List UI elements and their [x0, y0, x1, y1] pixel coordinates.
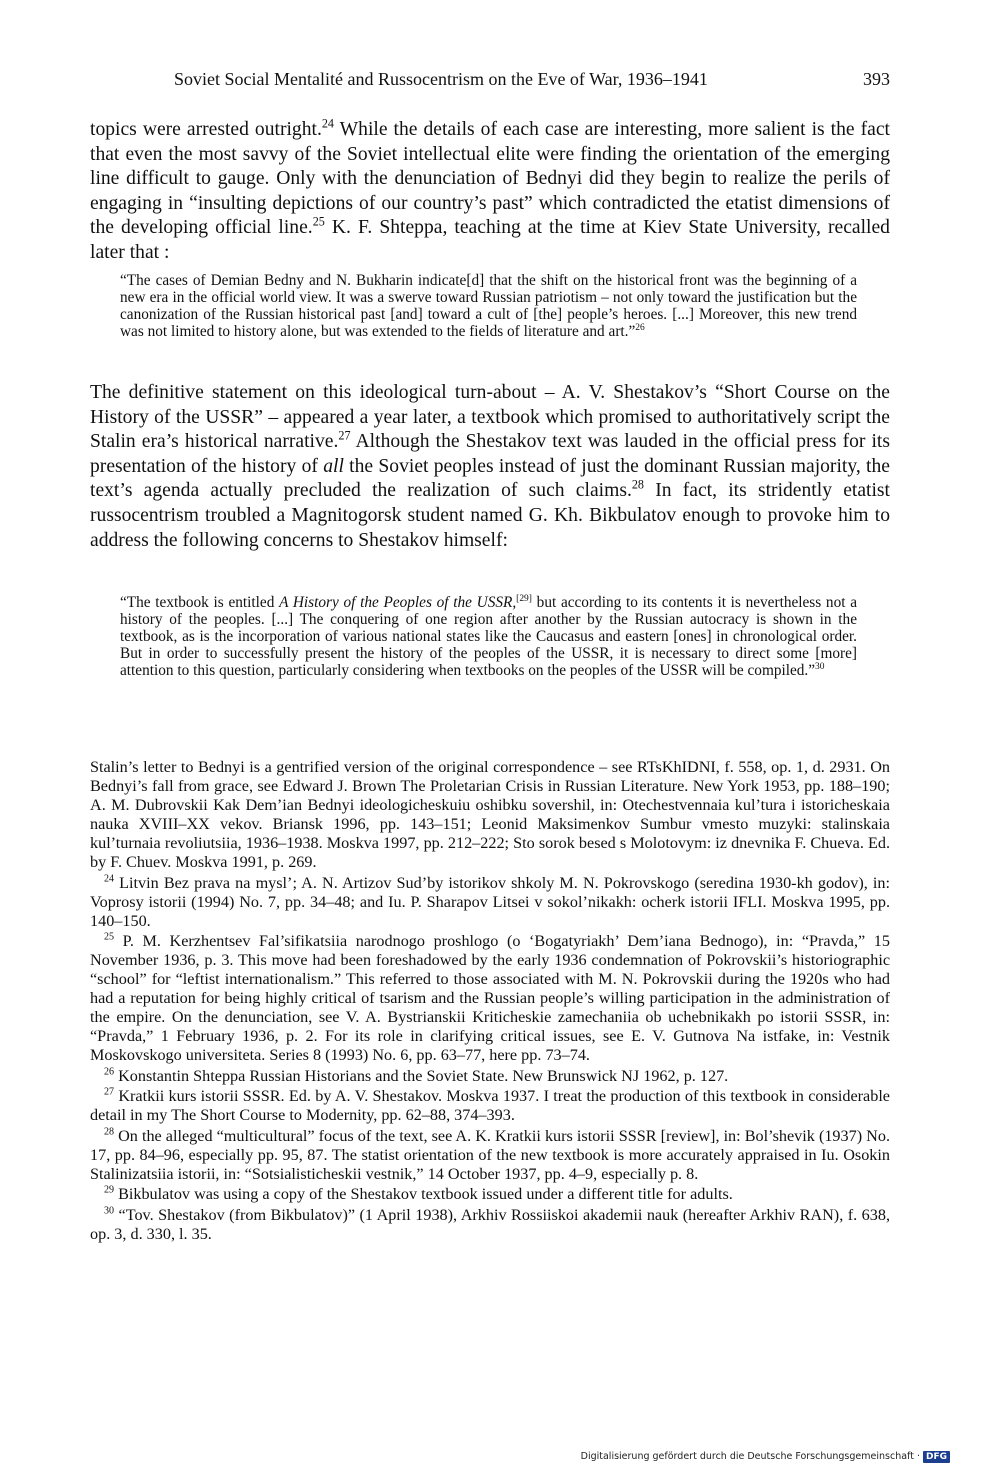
- footnote-number: 24: [104, 873, 115, 885]
- footnote-ref-27[interactable]: 27: [338, 428, 351, 443]
- footnote-number: 29: [104, 1184, 115, 1196]
- running-header: [90, 66, 890, 92]
- footnote-text: Bikbulatov was using a copy of the Shestakov textbook issued under a different title for adults.: [114, 1185, 733, 1203]
- footnotes: [90, 758, 890, 1245]
- text-run: the Soviet peoples instead of just the dominant Russian majority, the text’s agenda actually precluded the realization of such claims.: [90, 455, 890, 502]
- running-title: Soviet Social Mentalité and Russocentrism on the Eve of War, 1936–1941: [174, 69, 708, 89]
- footnote-ref-26[interactable]: 26: [635, 322, 645, 333]
- footnote-text: “Tov. Shestakov (from Bikbulatov)” (1 April 1938), Arkhiv Rossiiskoi akademii nauk (hereafter Arkhiv RAN), f. 638, op. 3, d. 330, l. 35.: [90, 1205, 890, 1243]
- text-run: Although the Shestakov text was lauded in the official press for its presentation of the history of: [90, 431, 891, 477]
- block-quote: [120, 272, 857, 340]
- footnote-28: [90, 1127, 890, 1184]
- digitization-notice: [581, 1450, 950, 1464]
- quote-text: “The cases of Demian Bedny and N. Bukharin indicate[d] that the shift on the historical front was the beginning of a new era in the official world view. It was a swerve toward Russian patriotism – not only toward the justification but the canonization of the Russian historical past [and] toward a cult of [the] people’s heroes. [...] Moreover, this new trend was not limited to history alone, but was extended to the fields of literature and art.”: [120, 272, 857, 340]
- digitization-text: Digitalisierung gefördert durch die Deutsche Forschungsgemeinschaft ·: [580, 1451, 920, 1462]
- footnote-text: On the alleged “multicultural” focus of the text, see A. K. Kratkii kurs istorii SSSR [review], in: Bol’shevik (1937) No. 17, pp. 84–96, especially pp. 95, 87. The statist orientation of the new textbook is more accurately appraised in Iu. Osokin Stalinizatsiia istorii, in: “Sotsialisticheskii vestnik,” 14 October 1937, pp. 4–9, especially p. 8.: [90, 1126, 890, 1183]
- footnote-ref-29[interactable]: [29]: [516, 593, 532, 604]
- footnote-25: [90, 932, 890, 1065]
- text-run: topics were arrested outright.: [90, 119, 322, 140]
- footnote-number: 25: [104, 931, 115, 943]
- footnote-number: 26: [104, 1066, 115, 1078]
- footnote-text: Konstantin Shteppa Russian Historians and the Soviet State. New Brunswick NJ 1962, p. 127.: [114, 1066, 729, 1085]
- footnote-number: 30: [104, 1205, 115, 1217]
- dfg-logo: DFG: [923, 1451, 950, 1463]
- footnote-24: [90, 874, 890, 931]
- body-paragraph: [90, 381, 890, 553]
- footnote-ref-28[interactable]: 28: [631, 477, 644, 492]
- footnote-ref-25[interactable]: 25: [312, 214, 325, 229]
- text-run: While the details of each case are interesting, more salient is the fact that even the most savvy of the Soviet intellectual elite were finding the orientation of the emerging line difficult to gauge. Only with the denunciation of Bednyi did they begin to realize the perils of engaging in “insulting depictions of our country’s past” which contradicted the etatist dimensions of the developing official line.: [90, 119, 890, 239]
- quote-text: “The textbook is entitled: [120, 594, 280, 611]
- text-run: In fact, its stridently etatist russocentrism troubled a Magnitogorsk student named G. Kh. Bikbulatov enough to provoke him to address the following concerns to Shestakov himself:: [90, 480, 890, 551]
- footnote-27: [90, 1087, 890, 1125]
- footnote-ref-30[interactable]: 30: [815, 661, 825, 672]
- footnote-continued: Stalin’s letter to Bednyi is a gentrified version of the original correspondence – see RTsKhIDNI, f. 558, op. 1, d. 2931. On Bednyi’s fall from grace, see Edward J. Brown The Proletarian Crisis in Russian Literature. New York 1953, pp. 188–190; A. M. Dubrovskii Kak Dem’ian Bednyi ideologicheskuiu oshibku sovershil, in: Otechestvennaia kul’tura i istoricheskaia nauka XVIII–XX vekov. Briansk 1996, pp. 143–151; Leonid Maksimenkov Sumbur vmesto muzyki: stalinskaia kul’turnaia revoliutsiia, 1936–1938. Moskva 1997, pp. 212–222; Sto sorok besed s Molotovym: iz dnevnika F. Chueva. Ed. by F. Chuev. Moskva 1991, p. 269.: [90, 758, 890, 871]
- footnote-number: 27: [104, 1086, 115, 1098]
- quote-text: but according to its contents it is nevertheless not a history of the peoples. [...] The conquering of one region after another by the Russian autocracy is shown in the textbook, as is the incorporation of various national states like the Caucasus and eastern [ones] in chronological order. But in order to successfully present the history of the peoples of the USSR, it is necessary to direct some [more] attention to this question, particularly considering when textbooks on the peoples of the USSR will be compiled.”: [120, 594, 857, 679]
- footnote-29: [90, 1185, 890, 1204]
- footnote-number: 28: [104, 1126, 115, 1138]
- footnote-text: Litvin Bez prava na mysl’; A. N. Artizov Sud’by istorikov shkoly M. N. Pokrovskogo (seredina 1930-kh godov), in: Voprosy istorii (1994) No. 7, pp. 34–48; and Iu. P. Sharapov Litsei v sokol’nikakh: ocherk istorii IFLI. Moskva 1995, pp. 140–150.: [90, 873, 890, 930]
- block-quote: [120, 594, 857, 679]
- text-run: K. F. Shteppa, teaching at the time at Kiev State University, recalled later that :: [90, 217, 890, 263]
- body-paragraph: [90, 118, 890, 266]
- footnote-26: [90, 1067, 890, 1086]
- footnote-ref-24[interactable]: 24: [321, 116, 334, 131]
- footnote-30: [90, 1206, 890, 1244]
- book-title: A History of the Peoples of the USSR,: [279, 594, 517, 611]
- footnote-text: Kratkii kurs istorii SSSR. Ed. by A. V. Shestakov. Moskva 1937. I treat the production of this textbook in considerable detail in my The Short Course to Modernity, pp. 62–88, 374–393.: [90, 1087, 890, 1124]
- text-run: The definitive statement on this ideological turn-about – A. V. Shestakov’s “Short Course on the History of the USSR” – appeared a year later, a textbook which promised to authoritatively script the Stalin era’s historical narrative.: [90, 382, 890, 453]
- footnote-text: P. M. Kerzhentsev Fal’sifikatsiia narodnogo proshlogo (o ‘Bogatyriakh’ Dem’iana Bednogo), in: “Pravda,” 15 November 1936, p. 3. This move had been foreshadowed by the early 1936 condemnation of Pokrovskii’s historiographic “school” for “leftist internationalism.” This referred to those associated with M. N. Pokrovskii during the 1920s who had had a reputation for being highly critical of tsarism and the Russian people’s willing participation in the administration of the empire. On the denunciation, see V. A. Bystrianskii Kriticheskie zamechaniia ob uchebnikakh po istorii SSSR, in: “Pravda,” 1 February 1936, p. 2. For its role in clarifying critical issues, see E. V. Gutnova Na istfake, in: Vestnik Moskovskogo universiteta. Series 8 (1993) No. 6, pp. 63–77, here pp. 73–74.: [90, 932, 890, 1064]
- page-number: 393: [863, 69, 890, 89]
- emphasis: all: [323, 455, 344, 477]
